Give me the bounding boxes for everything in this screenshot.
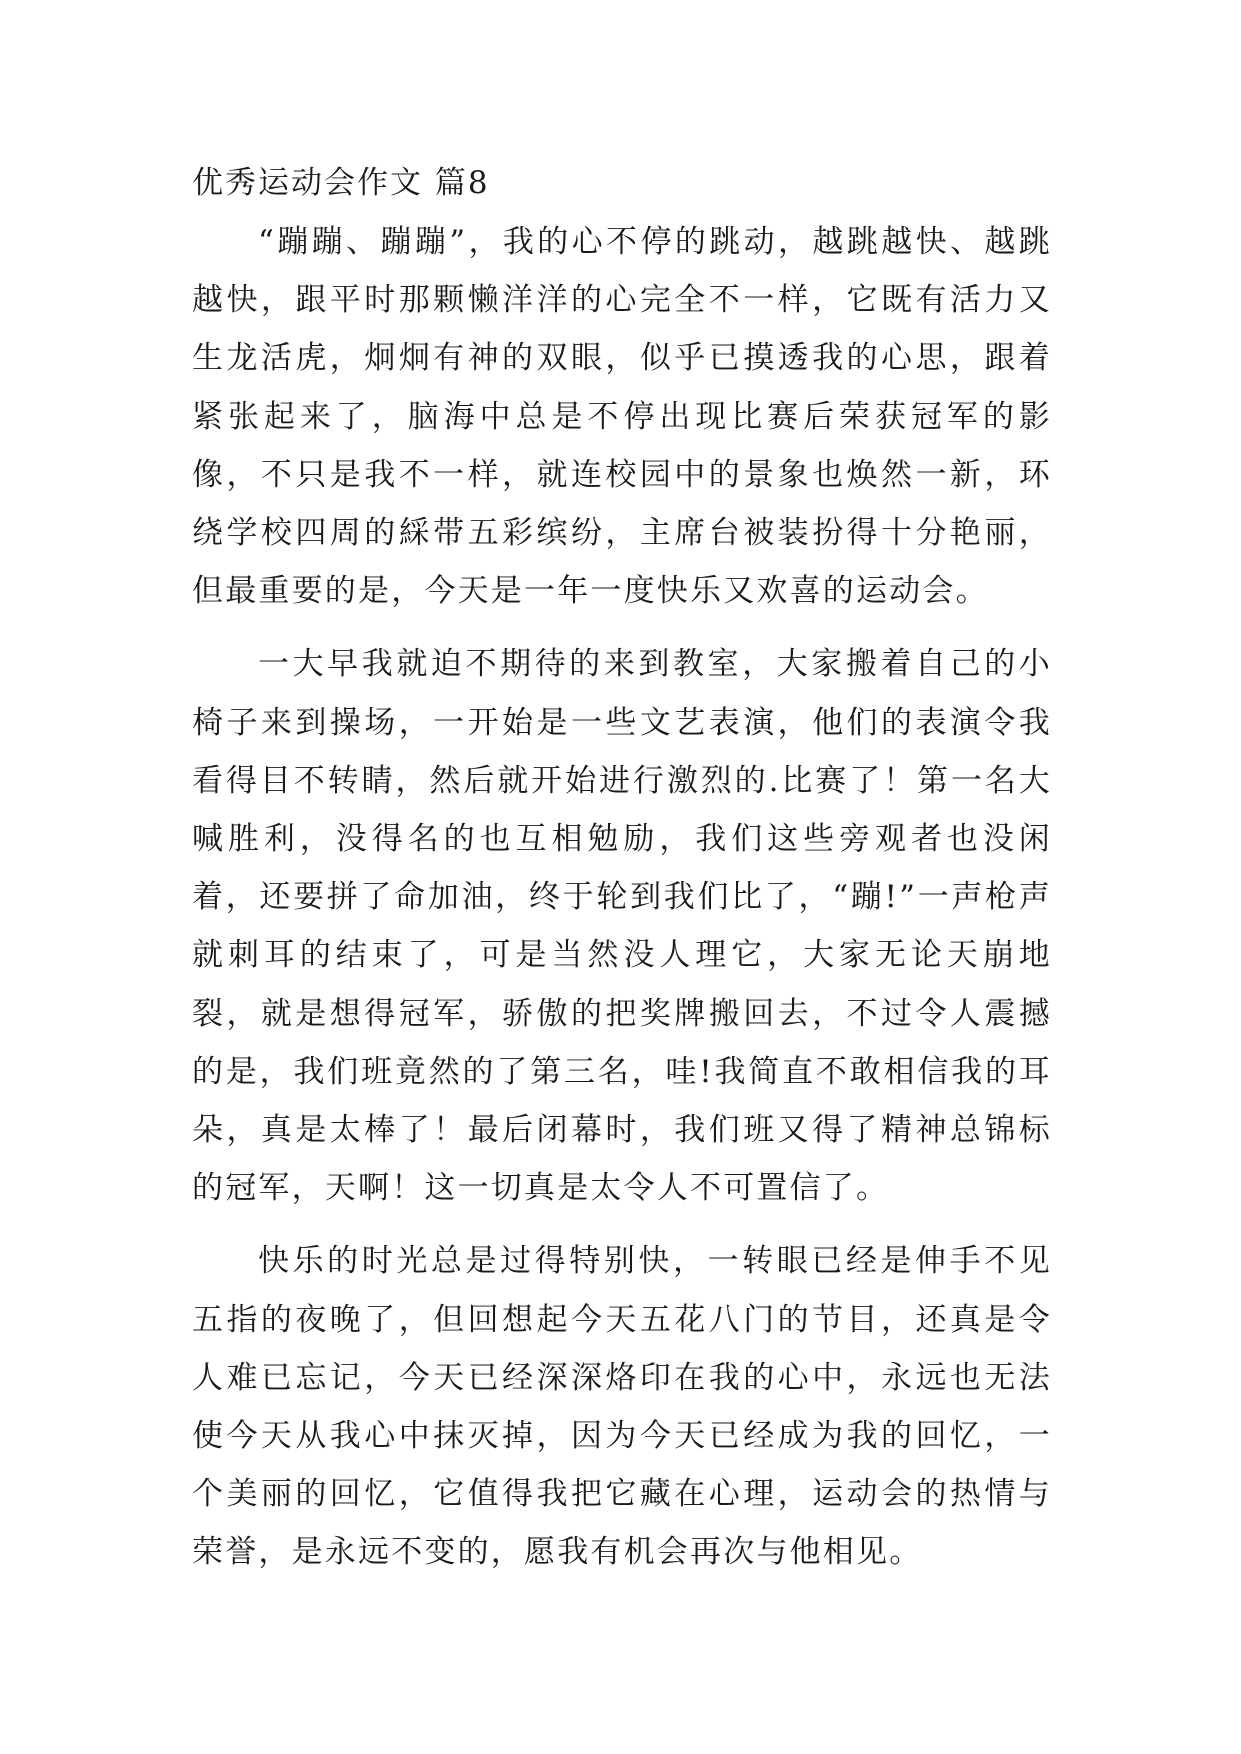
essay-title: 优秀运动会作文 篇8 <box>192 165 490 201</box>
paragraph-2: 一大早我就迫不期待的来到教室，大家搬着自己的小椅子来到操场，一开始是一些文艺表演，他们的表演令我看得目不转睛，然后就开始进行激烈的.比赛了！第一名大喊胜利，没得名的也互相勉励，我们这些旁观者也没闲着，还要拼了命加油，终于轮到我们比了，“蹦!”一声枪声就刺耳的结束了，可是当然没人理它，大家无论天崩地裂，就是想得冠军，骄傲的把奖牌搬回去，不过令人震撼的是，我们班竟然的了第三名，哇!我简直不敢相信我的耳朵，真是太棒了！最后闭幕时，我们班又得了精神总锦标的冠军，天啊！这一切真是太令人不可置信了。 <box>192 646 1052 1207</box>
document-page <box>192 155 1052 1582</box>
paragraph-1: “蹦蹦、蹦蹦”，我的心不停的跳动，越跳越快、越跳越快，跟平时那颗懒洋洋的心完全不一样，它既有活力又生龙活虎，炯炯有神的双眼，似乎已摸透我的心思，跟着紧张起来了，脑海中总是不停出现比赛后荣获冠军的影像，不只是我不一样，就连校园中的景象也焕然一新，环绕学校四周的綵带五彩缤纷，主席台被装扮得十分艳丽，但最重要的是，今天是一年一度快乐又欢喜的运动会。 <box>192 224 1052 610</box>
paragraph-3: 快乐的时光总是过得特别快，一转眼已经是伸手不见五指的夜晚了，但回想起今天五花八门的节目，还真是令人难已忘记，今天已经深深烙印在我的心中，永远也无法使今天从我心中抹灭掉，因为今天已经成为我的回忆，一个美丽的回忆，它值得我把它藏在心理，运动会的热情与荣誉，是永远不变的，愿我有机会再次与他相见。 <box>192 1243 1052 1571</box>
